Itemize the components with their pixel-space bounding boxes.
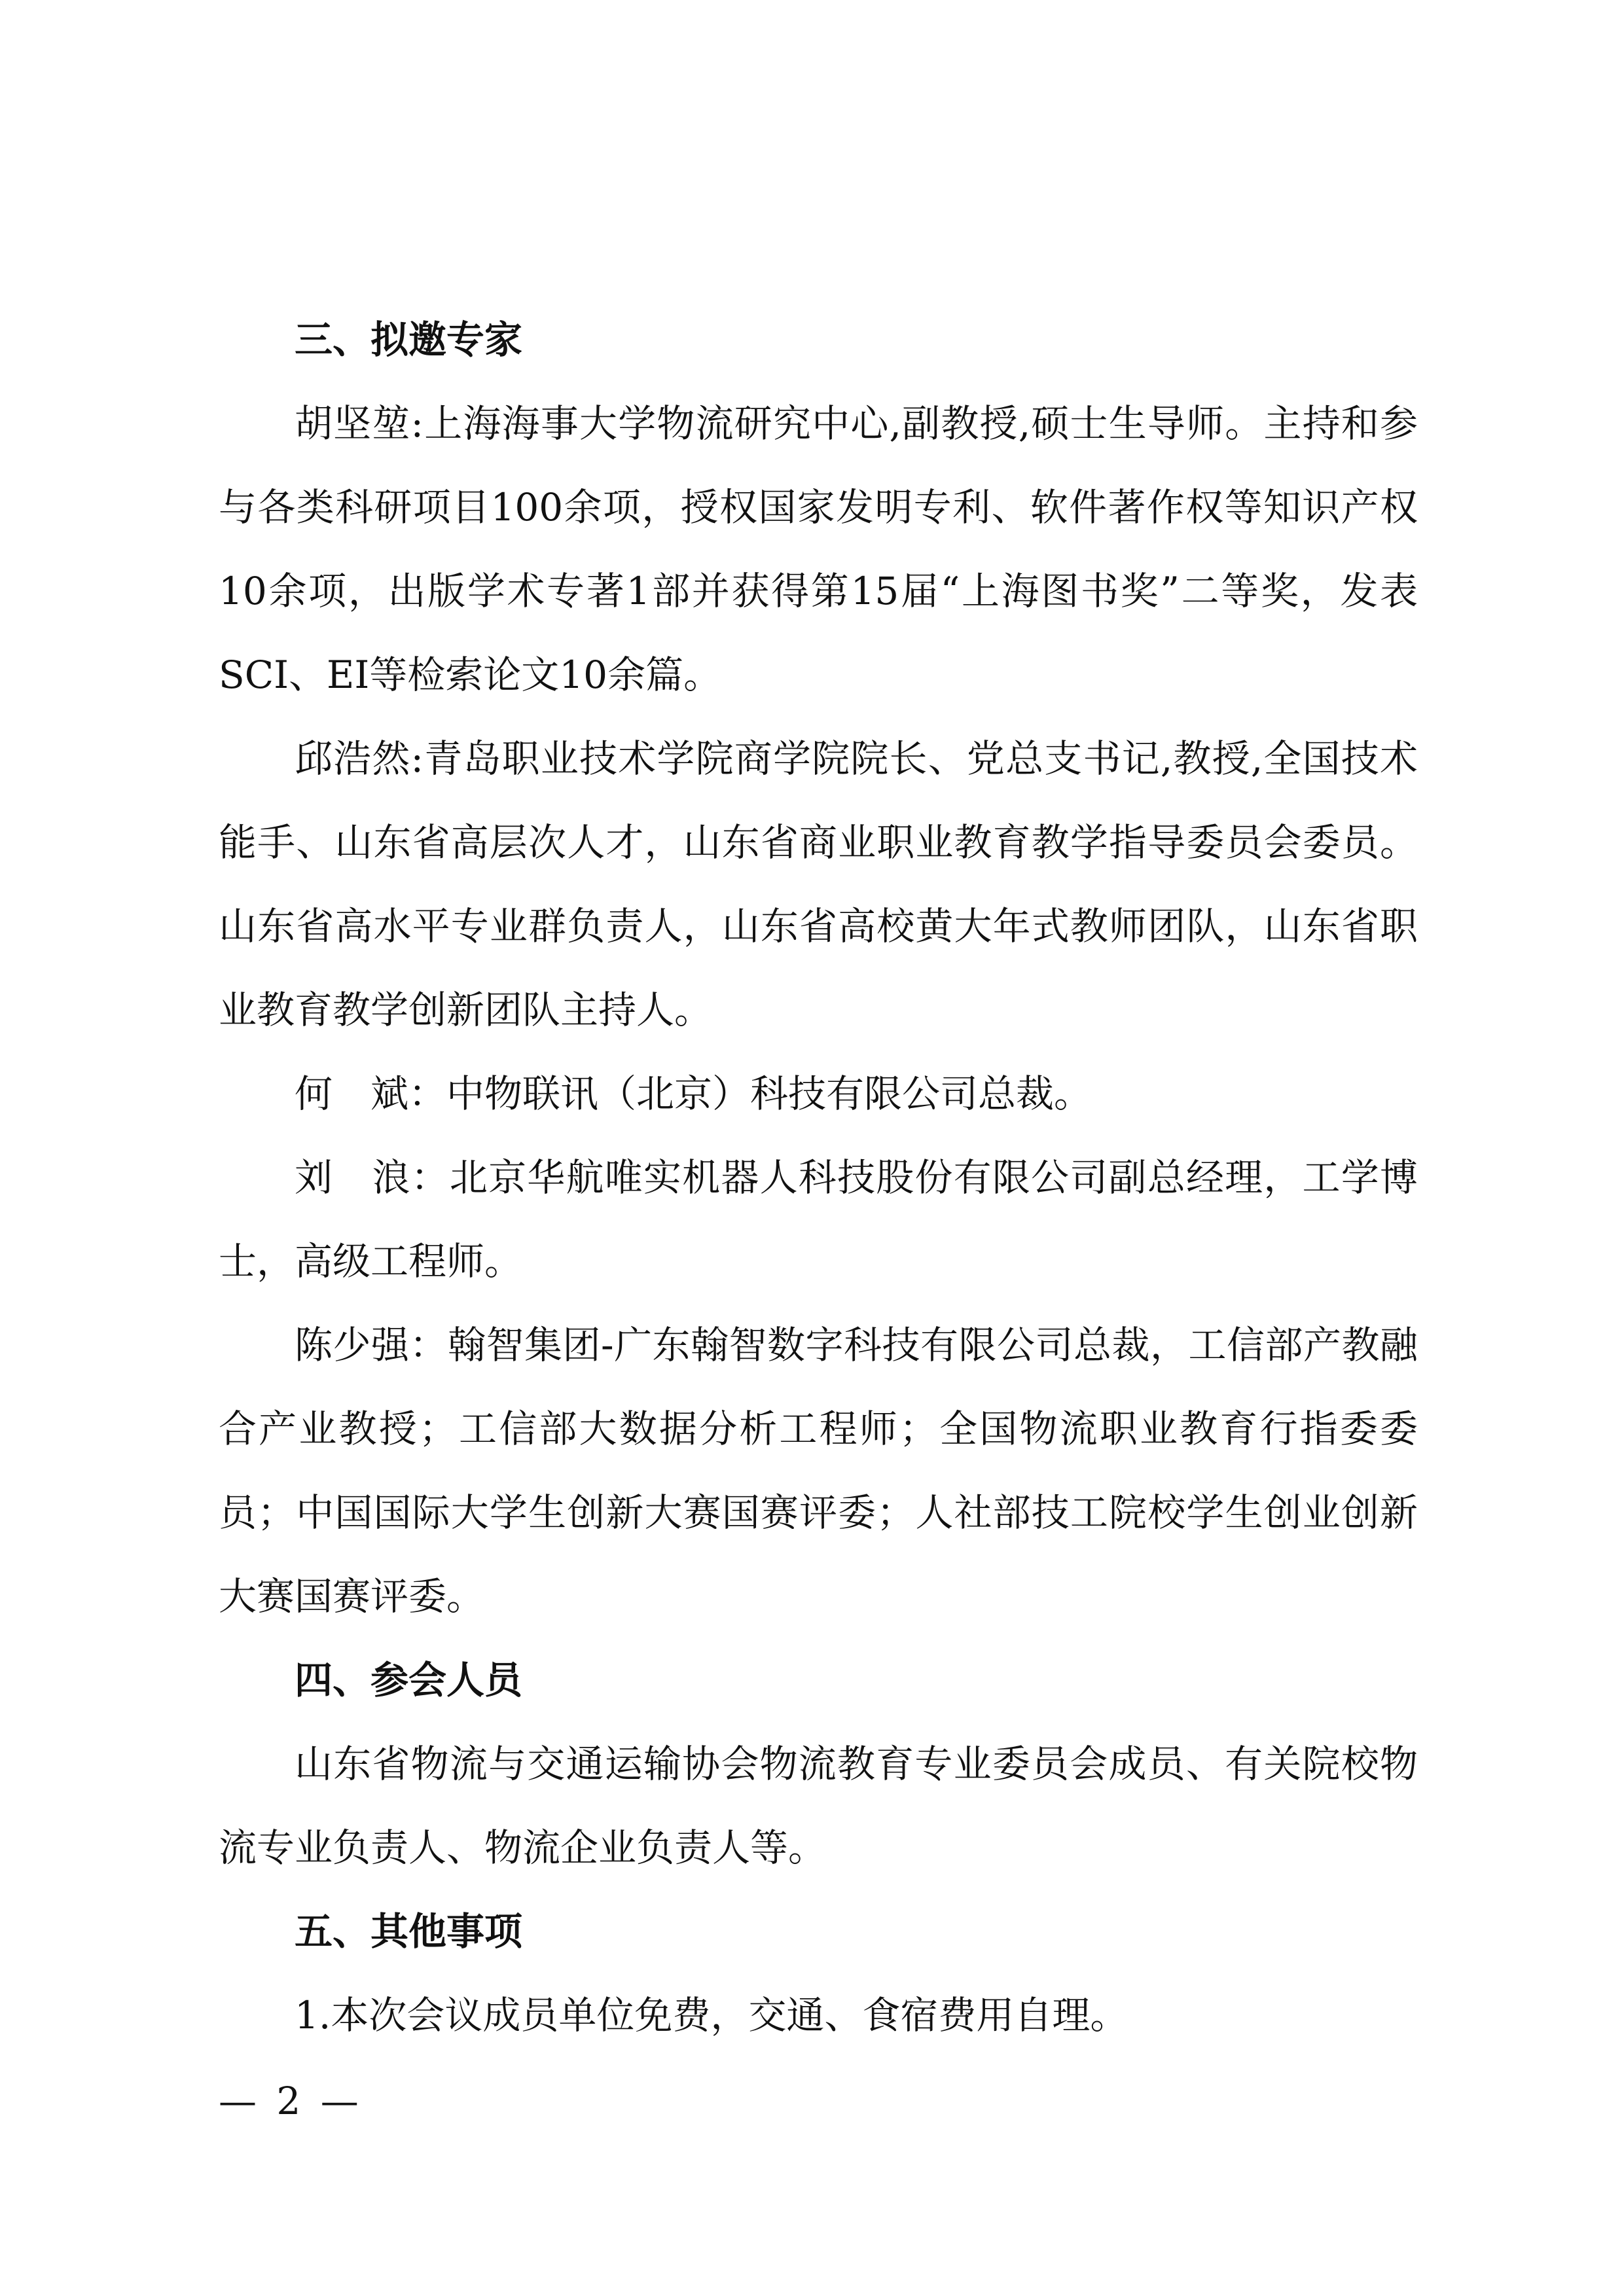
expert-chen-shaoqiang: 陈少强：翰智集团-广东翰智数字科技有限公司总裁，工信部产教融合产业教授；工信部大数据分析工程师；全国物流职业教育行指委委员；中国国际大学生创新大赛国赛评委；人社部技工院校学生创业创新大赛国赛评委。 xyxy=(219,1323,1418,1619)
expert-he-bin: 何 斌：中物联讯（北京）科技有限公司总裁。 xyxy=(295,1071,1092,1116)
attendees-paragraph: 山东省物流与交通运输协会物流教育专业委员会成员、有关院校物流专业负责人、物流企业负责人等。 xyxy=(219,1742,1418,1870)
document-body xyxy=(219,298,1418,2057)
page-number: — 2 — xyxy=(219,2079,363,2123)
expert-qiu-haoran: 邱浩然:青岛职业技术学院商学院院长、党总支书记,教授,全国技术能手、山东省高层次人才，山东省商业职业教育教学指导委员会委员。山东省高水平专业群负责人，山东省高校黄大年式教师团队，山东省职业教育教学创新团队主持人。 xyxy=(219,736,1418,1032)
expert-hu-jiankun: 胡坚堃:上海海事大学物流研究中心,副教授,硕士生导师。主持和参与各类科研项目100余项，授权国家发明专利、软件著作权等知识产权10余项，出版学术专著1部并获得第15届“上海图书奖”二等奖，发表SCI、EI等检索论文10余篇。 xyxy=(219,401,1418,697)
section-heading-attendees: 四、参会人员 xyxy=(295,1658,523,1702)
section-heading-experts: 三、拟邀专家 xyxy=(295,317,523,362)
section-heading-other-matters: 五、其他事项 xyxy=(295,1909,523,1954)
expert-liu-lang: 刘 浪：北京华航唯实机器人科技股份有限公司副总经理，工学博士，高级工程师。 xyxy=(219,1155,1418,1283)
other-matters-item-1: 1.本次会议成员单位免费，交通、食宿费用自理。 xyxy=(295,1993,1128,2037)
